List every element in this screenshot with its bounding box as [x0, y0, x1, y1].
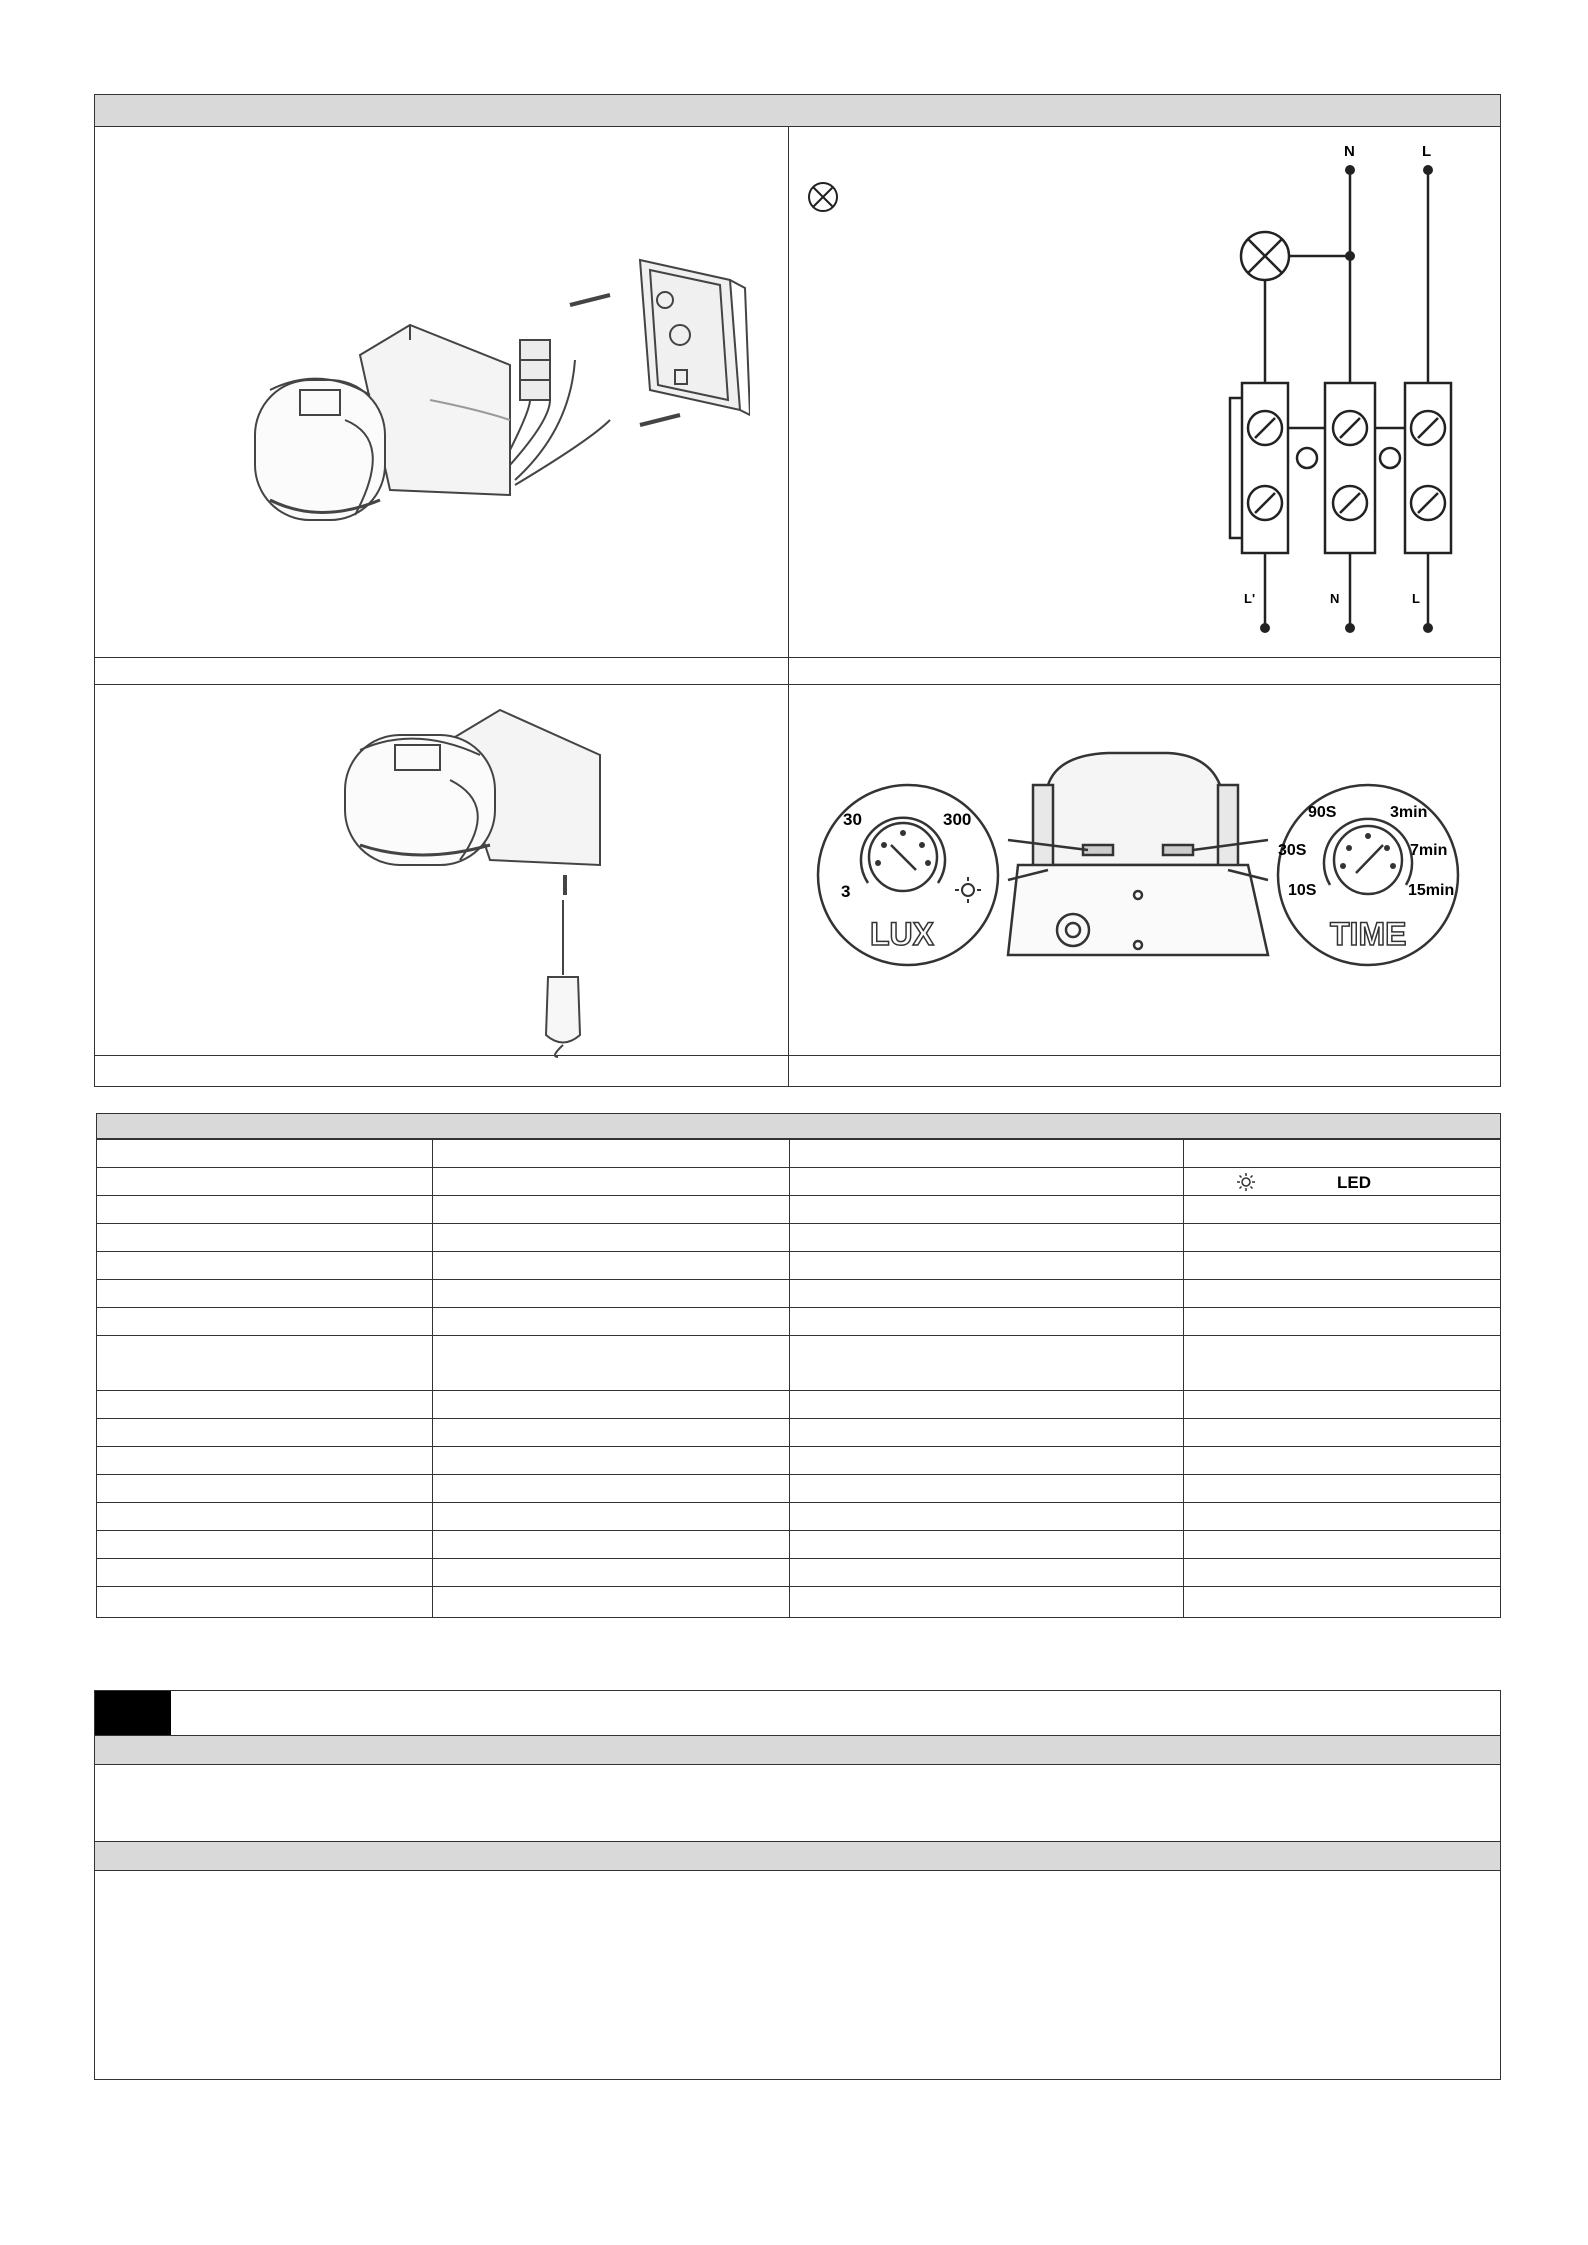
- lux-dial-label: LUX: [870, 916, 934, 952]
- table-row: [97, 1502, 1500, 1531]
- table-row: [97, 1195, 1500, 1224]
- table-row: [97, 1223, 1500, 1252]
- lamp-symbol-icon: [806, 180, 840, 214]
- led-label: LED: [1337, 1173, 1371, 1192]
- row-divider: [95, 684, 1500, 685]
- lux-mark-3: 3: [841, 882, 851, 901]
- sun-icon: [1236, 1172, 1256, 1192]
- column-divider: [788, 127, 789, 1086]
- table-row: [97, 1307, 1500, 1336]
- time-mark-30s: 30S: [1278, 842, 1307, 859]
- table-row: [97, 1335, 1500, 1391]
- lux-mark-300: 300: [943, 810, 972, 829]
- language-tab: [95, 1691, 171, 1735]
- table-row: [97, 1446, 1500, 1475]
- installation-header-band: [95, 95, 1500, 127]
- time-mark-7min: 7min: [1410, 842, 1448, 859]
- section-2-band-1: [95, 1735, 1500, 1765]
- time-mark-15min: 15min: [1408, 882, 1455, 899]
- table-row: [97, 1418, 1500, 1447]
- table-row: [97, 1558, 1500, 1587]
- time-mark-90s: 90S: [1308, 804, 1337, 821]
- time-dial-label: TIME: [1330, 916, 1407, 952]
- table-row: [97, 1251, 1500, 1280]
- table-row: [97, 1586, 1500, 1618]
- table-row: [97, 1390, 1500, 1419]
- out-n-label: N: [1330, 591, 1340, 606]
- dials-illustration: [808, 745, 1468, 990]
- time-mark-3min: 3min: [1390, 804, 1428, 821]
- table-row: [97, 1139, 1500, 1168]
- table-row: [97, 1279, 1500, 1308]
- sensor-screwdriver-illustration: [340, 695, 620, 1060]
- sensor-mounting-illustration: [230, 240, 750, 560]
- lux-mark-30: 30: [843, 810, 862, 829]
- table-row: [97, 1474, 1500, 1503]
- l-terminal-label: L: [1422, 143, 1432, 160]
- row-divider: [95, 1055, 1500, 1056]
- section-2-band-2: [95, 1841, 1500, 1871]
- specifications-table: [96, 1113, 1501, 1618]
- time-mark-10s: 10S: [1288, 882, 1317, 899]
- table-row: [97, 1530, 1500, 1559]
- out-l-label: L: [1412, 591, 1420, 606]
- n-terminal-label: N: [1344, 143, 1355, 160]
- table-header-band: [97, 1114, 1500, 1139]
- table-row: [97, 1167, 1500, 1196]
- wiring-diagram: [1200, 128, 1500, 658]
- out-l-prime-label: L': [1244, 591, 1256, 606]
- section-2-frame: [94, 1690, 1501, 2080]
